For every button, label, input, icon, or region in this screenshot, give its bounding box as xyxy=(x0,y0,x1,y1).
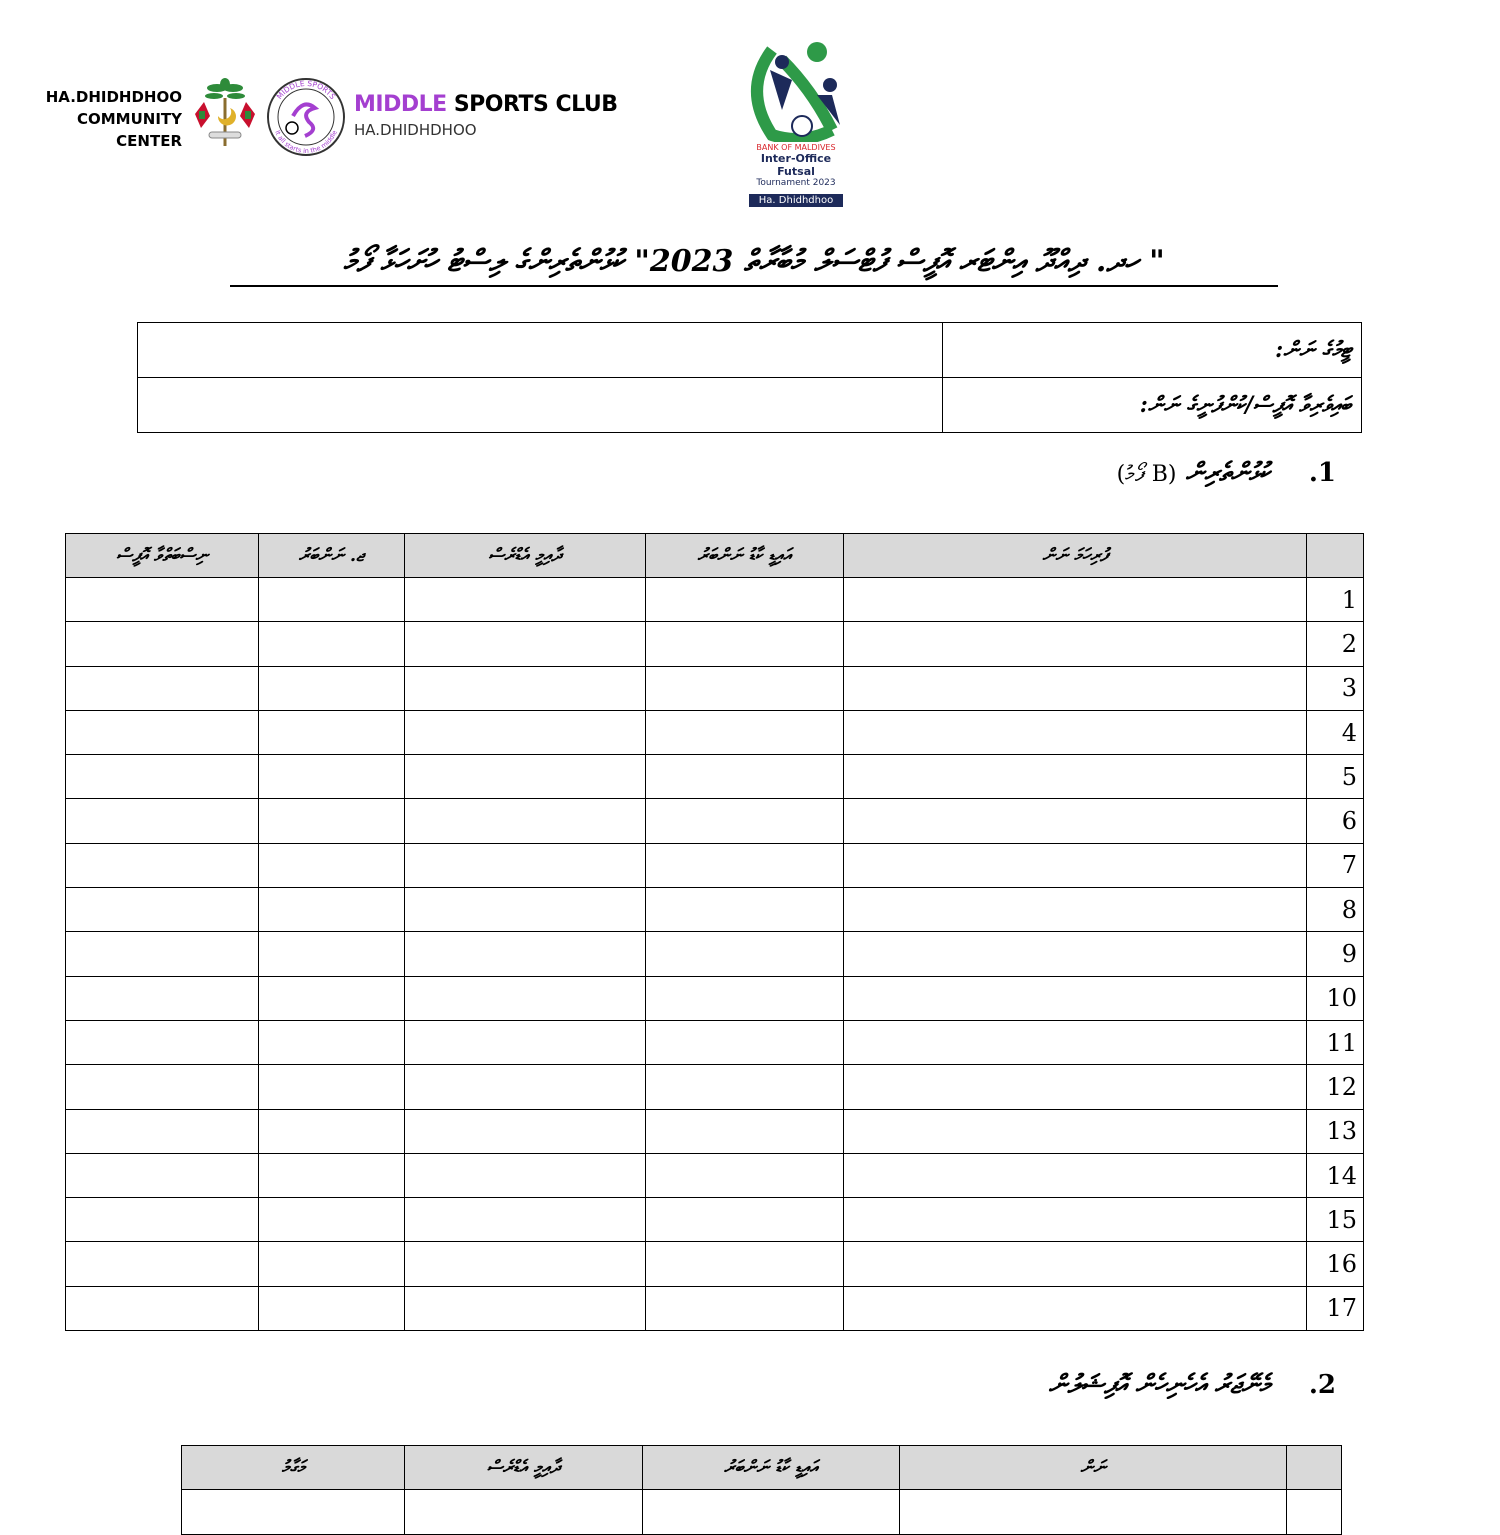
cell[interactable] xyxy=(844,666,1307,710)
club-logo-slogan: It all starts in the middle xyxy=(273,129,339,156)
col-address: ދާއިމީ އެޑްރެސް xyxy=(405,534,646,578)
cell[interactable] xyxy=(66,1153,259,1197)
row-number: 11 xyxy=(1307,1020,1364,1064)
tournament-logo-text xyxy=(742,143,850,207)
cell[interactable] xyxy=(405,888,646,932)
cell[interactable] xyxy=(182,1490,405,1535)
cell[interactable] xyxy=(259,1153,405,1197)
office-name-field[interactable] xyxy=(138,378,943,433)
cell[interactable] xyxy=(646,1198,844,1242)
cell[interactable] xyxy=(844,1242,1307,1286)
cell[interactable] xyxy=(66,755,259,799)
row-number: 5 xyxy=(1307,755,1364,799)
middle-sports-logo xyxy=(265,76,347,158)
cell[interactable] xyxy=(405,843,646,887)
row-number: 15 xyxy=(1307,1198,1364,1242)
cell[interactable] xyxy=(66,976,259,1020)
cell[interactable] xyxy=(405,1286,646,1330)
cell[interactable] xyxy=(405,578,646,622)
cell[interactable] xyxy=(66,888,259,932)
row-number: 6 xyxy=(1307,799,1364,843)
club-logo-text-top: MIDDLE SPORTS xyxy=(274,78,338,101)
col-number xyxy=(1307,534,1364,578)
cell[interactable] xyxy=(646,666,844,710)
cell[interactable] xyxy=(844,888,1307,932)
cell[interactable] xyxy=(66,622,259,666)
cell[interactable] xyxy=(66,1242,259,1286)
cell[interactable] xyxy=(66,1020,259,1064)
cell[interactable] xyxy=(646,843,844,887)
cell[interactable] xyxy=(66,1286,259,1330)
cell[interactable] xyxy=(844,932,1307,976)
table-row xyxy=(66,1065,1364,1109)
cell[interactable] xyxy=(259,710,405,754)
cell[interactable] xyxy=(259,1065,405,1109)
table-row xyxy=(66,843,1364,887)
table-row xyxy=(66,799,1364,843)
cell[interactable] xyxy=(646,1065,844,1109)
cell[interactable] xyxy=(844,1109,1307,1153)
row-number: 12 xyxy=(1307,1065,1364,1109)
cell[interactable] xyxy=(844,1286,1307,1330)
table-header-row xyxy=(66,534,1364,578)
section-title: ކުޅުންތެރިން xyxy=(1185,458,1270,488)
cell[interactable] xyxy=(405,1490,643,1535)
cell[interactable] xyxy=(844,1065,1307,1109)
row-number: 17 xyxy=(1307,1286,1364,1330)
cell[interactable] xyxy=(405,622,646,666)
row-number: 14 xyxy=(1307,1153,1364,1197)
cell[interactable] xyxy=(405,1020,646,1064)
club-name xyxy=(354,92,617,117)
row-number: 2 xyxy=(1307,622,1364,666)
document-title: " ހދ. ދިއްދޫ އިންޓަރ އޮފީސް ފުޓްސަލް މުބާރާތް 2023" ކުޅުންތެރިންގެ ލިސްޓު ހުށަހަޅާ ފޯމު xyxy=(230,244,1278,287)
cell[interactable] xyxy=(259,843,405,887)
table-row xyxy=(66,1020,1364,1064)
table-row xyxy=(66,932,1364,976)
col-address: ދާއިމީ އެޑްރެސް xyxy=(405,1446,643,1490)
table-row xyxy=(66,710,1364,754)
cell[interactable] xyxy=(405,1065,646,1109)
cell[interactable] xyxy=(646,932,844,976)
cell[interactable] xyxy=(405,1242,646,1286)
cell[interactable] xyxy=(66,1109,259,1153)
cc-line-1: HA.DHIDHDHOO xyxy=(45,88,182,106)
cell[interactable] xyxy=(259,1109,405,1153)
cell[interactable] xyxy=(259,1242,405,1286)
cc-line-3: CENTER xyxy=(116,132,182,150)
cell[interactable] xyxy=(405,755,646,799)
section-number: 1. xyxy=(1308,458,1336,488)
table-row xyxy=(66,976,1364,1020)
office-name-row xyxy=(138,378,1362,433)
cell[interactable] xyxy=(259,1020,405,1064)
tournament-line3: Ha. Dhidhdhoo xyxy=(749,194,843,207)
cell[interactable] xyxy=(259,666,405,710)
cell[interactable] xyxy=(259,1198,405,1242)
table-row xyxy=(66,666,1364,710)
form-reference: (B ފޯމު) xyxy=(1116,462,1177,487)
cell[interactable] xyxy=(259,932,405,976)
cell[interactable] xyxy=(66,578,259,622)
club-location: HA.DHIDHDHOO xyxy=(354,121,477,139)
community-center-name xyxy=(40,86,182,152)
team-name-label: ޓީމުގެ ނަން: xyxy=(943,323,1362,378)
cell[interactable] xyxy=(900,1490,1287,1535)
cell[interactable] xyxy=(405,710,646,754)
cell[interactable] xyxy=(844,843,1307,887)
cell[interactable] xyxy=(844,578,1307,622)
cell[interactable] xyxy=(66,710,259,754)
row-number: 4 xyxy=(1307,710,1364,754)
cell[interactable] xyxy=(405,1153,646,1197)
team-name-field[interactable] xyxy=(138,323,943,378)
cell[interactable] xyxy=(646,622,844,666)
cell[interactable] xyxy=(66,932,259,976)
col-office: ނިސްބަތްވާ އޮފީސް xyxy=(66,534,259,578)
section-number: 2. xyxy=(1308,1370,1336,1400)
cell[interactable] xyxy=(646,1242,844,1286)
cell[interactable] xyxy=(844,799,1307,843)
table-row xyxy=(66,755,1364,799)
cell[interactable] xyxy=(646,710,844,754)
cell[interactable] xyxy=(646,976,844,1020)
col-number xyxy=(1287,1446,1342,1490)
row-number: 8 xyxy=(1307,888,1364,932)
tournament-line1: Inter-Office Futsal xyxy=(760,152,832,178)
table-row xyxy=(66,578,1364,622)
col-name: ނަން xyxy=(900,1446,1287,1490)
row-number: 7 xyxy=(1307,843,1364,887)
table-header-row xyxy=(182,1446,1342,1490)
col-id-card: އައިޑީ ކާޑު ނަންބަރު xyxy=(646,534,844,578)
cell[interactable] xyxy=(844,1020,1307,1064)
cell[interactable] xyxy=(405,666,646,710)
section-1-heading xyxy=(1117,458,1336,489)
table-row xyxy=(66,888,1364,932)
cell[interactable] xyxy=(646,799,844,843)
office-name-label: ބައިވެރިވާ އޮފީސް/ކުންފުނީގެ ނަން: xyxy=(943,378,1362,433)
col-jersey-number: ޖ. ނަންބަރު xyxy=(259,534,405,578)
row-number: 1 xyxy=(1307,578,1364,622)
table-row xyxy=(66,1109,1364,1153)
col-full-name: ފުރިހަމަ ނަން xyxy=(844,534,1307,578)
section-2-heading xyxy=(1049,1370,1336,1401)
cell[interactable] xyxy=(66,666,259,710)
cell[interactable] xyxy=(844,1198,1307,1242)
cell[interactable] xyxy=(405,799,646,843)
cell[interactable] xyxy=(259,1286,405,1330)
cell[interactable] xyxy=(405,1109,646,1153)
table-row xyxy=(182,1490,1342,1535)
national-emblem-icon xyxy=(192,78,258,150)
cell[interactable] xyxy=(405,1198,646,1242)
cell[interactable] xyxy=(405,976,646,1020)
club-name-rest: SPORTS CLUB xyxy=(446,92,618,117)
cell[interactable] xyxy=(844,755,1307,799)
tournament-line2: Tournament 2023 xyxy=(756,178,836,188)
cell[interactable] xyxy=(259,976,405,1020)
team-info-table xyxy=(137,322,1362,433)
bank-name: BANK OF MALDIVES xyxy=(756,143,836,152)
cell[interactable] xyxy=(646,1020,844,1064)
cc-line-2: COMMUNITY xyxy=(76,110,182,128)
cell[interactable] xyxy=(259,622,405,666)
cell[interactable] xyxy=(66,799,259,843)
cell[interactable] xyxy=(844,1153,1307,1197)
table-row xyxy=(66,1153,1364,1197)
cell[interactable] xyxy=(646,1109,844,1153)
cell[interactable] xyxy=(646,755,844,799)
cell[interactable] xyxy=(643,1490,900,1535)
cell[interactable] xyxy=(259,755,405,799)
cell[interactable] xyxy=(646,888,844,932)
cell[interactable] xyxy=(646,1153,844,1197)
cell[interactable] xyxy=(1287,1490,1342,1535)
section-title: މެނޭޖަރު އެހެނިހެން އޮފިޝަލުން xyxy=(1048,1370,1270,1400)
tournament-logo-icon xyxy=(742,40,850,142)
cell[interactable] xyxy=(66,843,259,887)
cell[interactable] xyxy=(844,622,1307,666)
cell[interactable] xyxy=(646,1286,844,1330)
table-row xyxy=(66,622,1364,666)
table-row xyxy=(66,1286,1364,1330)
club-name-accent: MIDDLE xyxy=(354,92,447,117)
cell[interactable] xyxy=(66,1198,259,1242)
cell[interactable] xyxy=(259,799,405,843)
table-row xyxy=(66,1242,1364,1286)
cell[interactable] xyxy=(259,888,405,932)
officials-table xyxy=(181,1445,1342,1535)
cell[interactable] xyxy=(646,578,844,622)
col-position: މަގާމު xyxy=(182,1446,405,1490)
cell[interactable] xyxy=(405,932,646,976)
col-id-card: އައިޑީ ކާޑު ނަންބަރު xyxy=(643,1446,900,1490)
cell[interactable] xyxy=(844,976,1307,1020)
cell[interactable] xyxy=(66,1065,259,1109)
players-table xyxy=(65,533,1364,1331)
cell[interactable] xyxy=(844,710,1307,754)
row-number: 16 xyxy=(1307,1242,1364,1286)
row-number: 9 xyxy=(1307,932,1364,976)
row-number: 13 xyxy=(1307,1109,1364,1153)
row-number: 10 xyxy=(1307,976,1364,1020)
cell[interactable] xyxy=(259,578,405,622)
row-number: 3 xyxy=(1307,666,1364,710)
table-row xyxy=(66,1198,1364,1242)
team-name-row xyxy=(138,323,1362,378)
